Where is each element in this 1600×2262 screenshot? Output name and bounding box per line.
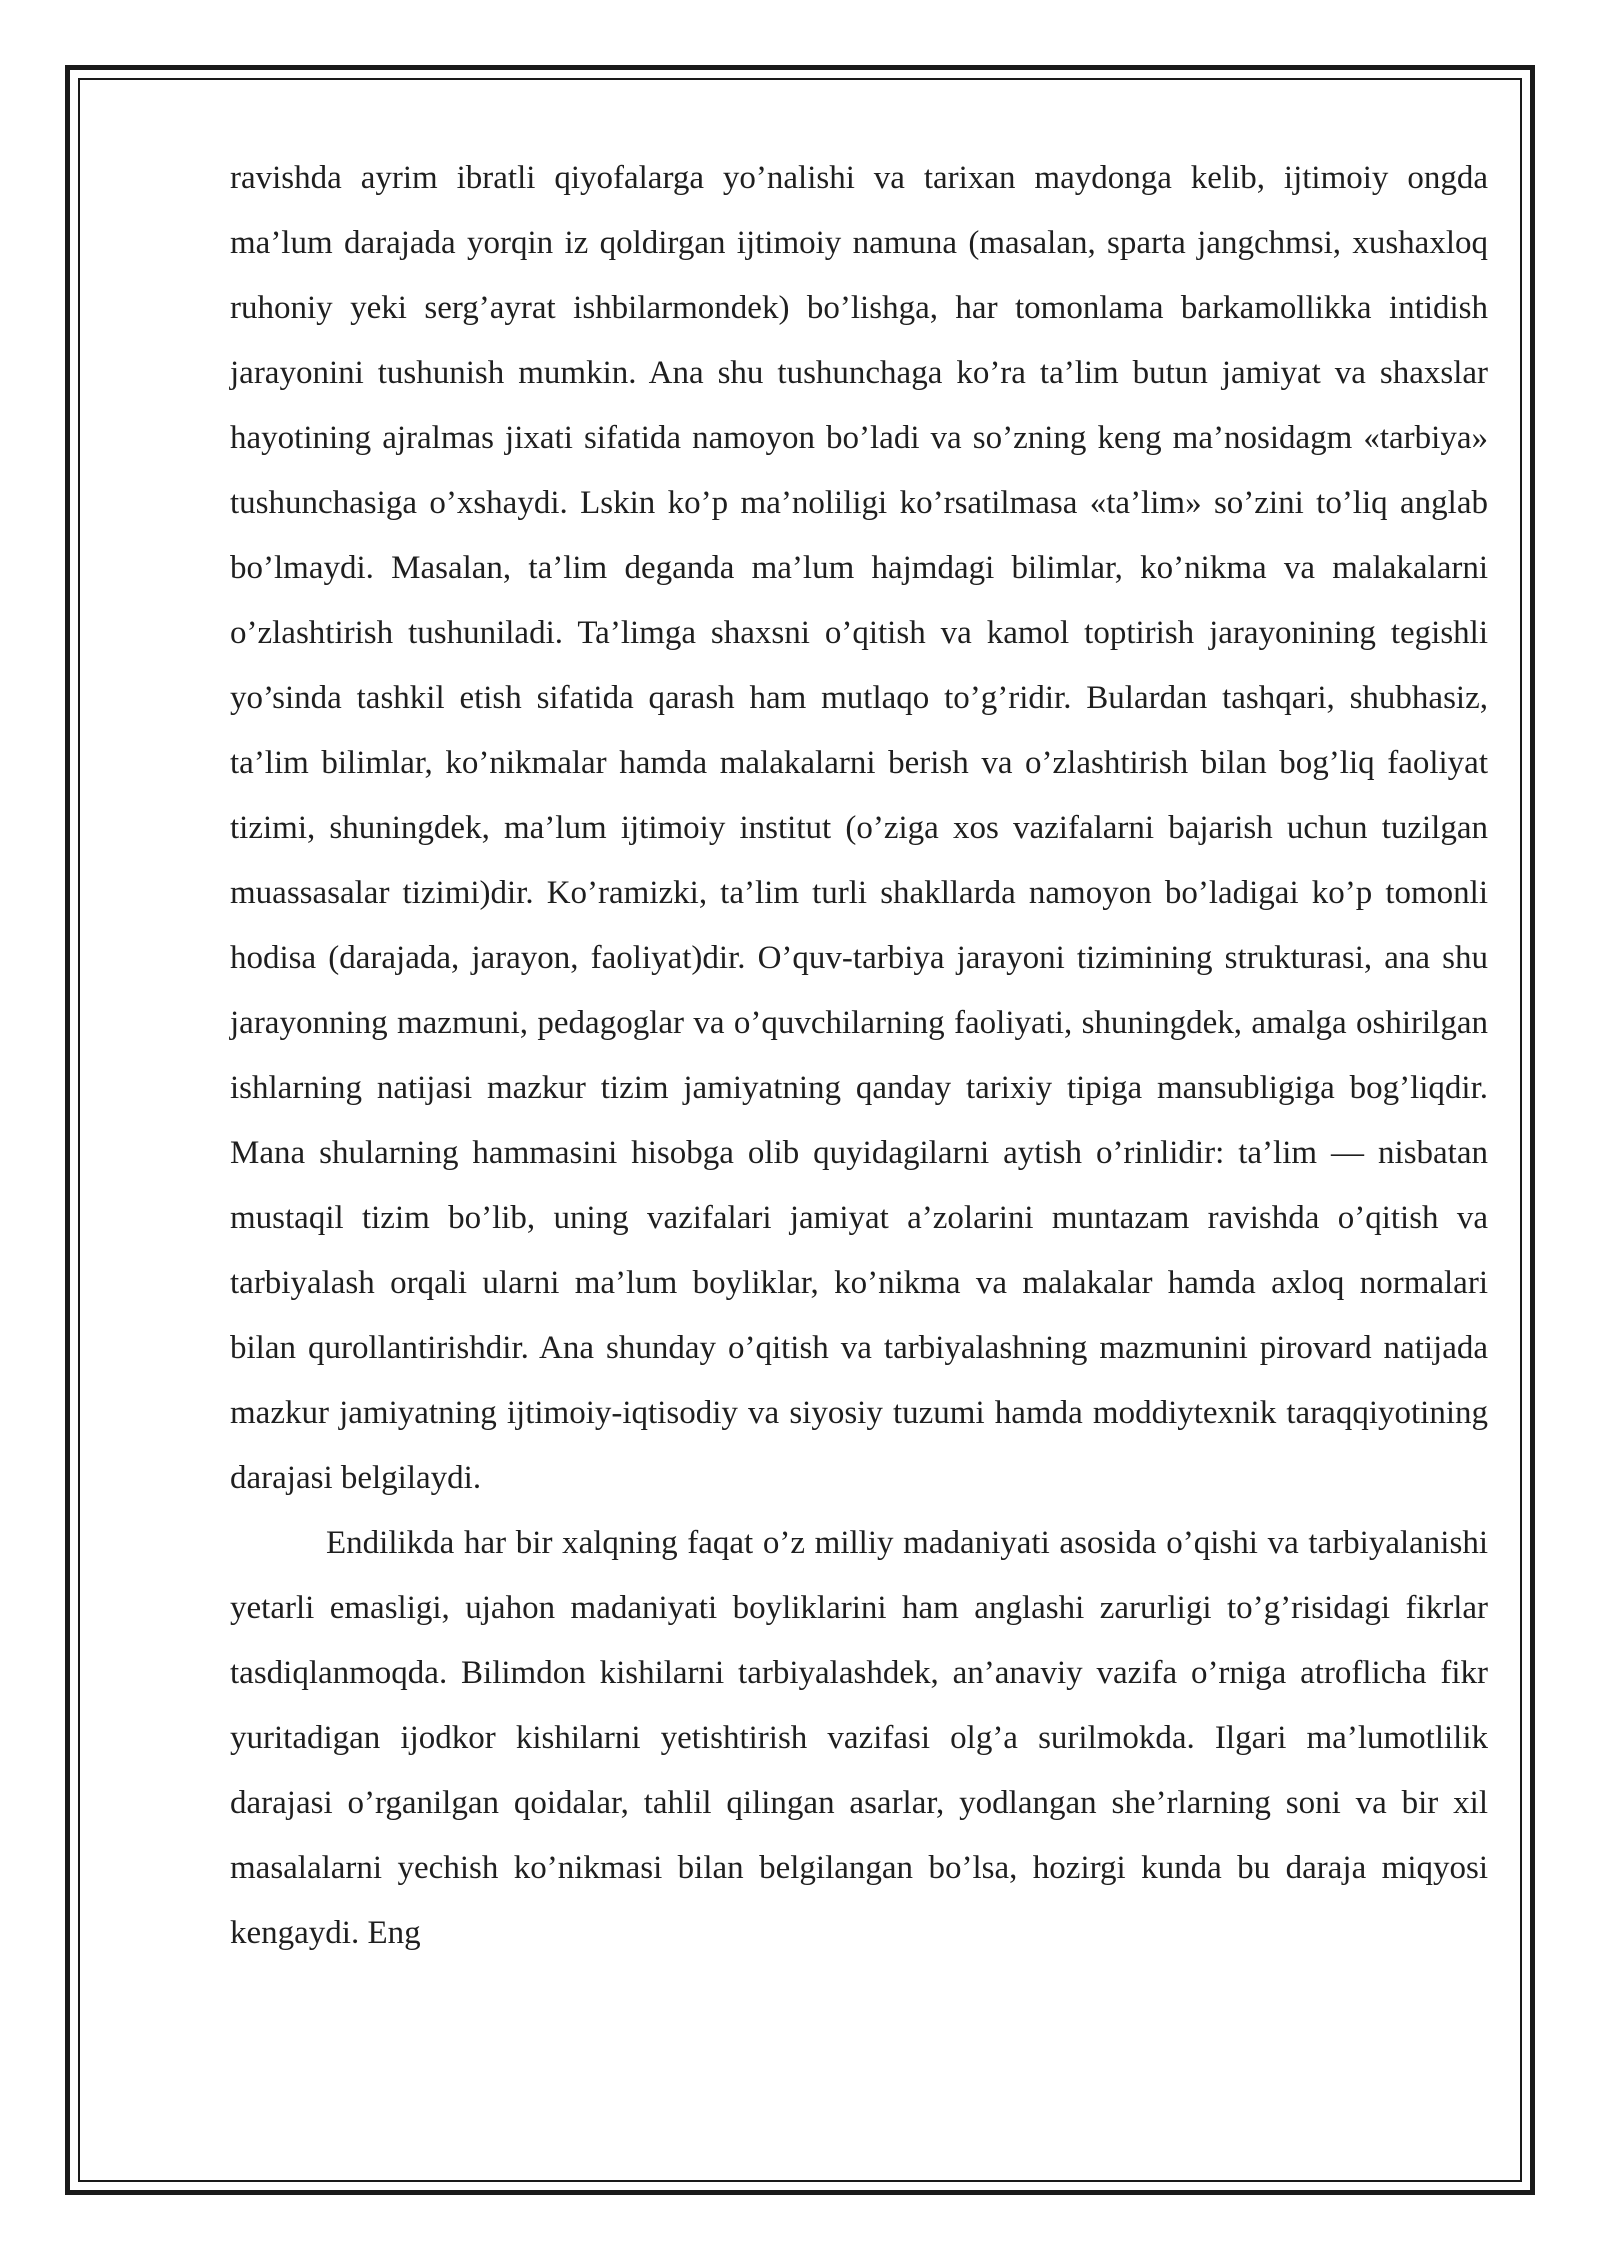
document-body bbox=[230, 146, 1488, 1966]
paragraph-2: Endilikda har bir xalqning faqat o’z milliy madaniyati asosida o’qishi va tarbiyalanishi yetarli emasligi, ujahon madaniyati boyliklarini ham anglashi zarurligi to’g’risidagi fikrlar tasdiqlanmoqda. Bilimdon kishilarni tarbiyalashdek, an’anaviy vazifa o’rniga atroflicha fikr yuritadigan ijodkor kishilarni yetishtirish vazifasi olg’a surilmokda. Ilgari ma’lumotlilik darajasi o’rganilgan qoidalar, tahlil qilingan asarlar, yodlangan she’rlarning soni va bir xil masalalarni yechish ko’nikmasi bilan belgilangan bo’lsa, hozirgi kunda bu daraja miqyosi kengaydi. Eng bbox=[230, 1525, 1488, 1951]
paragraph-1: ravishda ayrim ibratli qiyofalarga yo’nalishi va tarixan maydonga kelib, ijtimoiy ongda ma’lum darajada yorqin iz qoldirgan ijtimoiy namuna (masalan, sparta jangchmsi, xushaxloq ruhoniy yeki serg’ayrat ishbilarmondek) bo’lishga, har tomonlama barkamollikka intidish jarayonini tushunish mumkin. Ana shu tushunchaga ko’ra ta’lim butun jamiyat va shaxslar hayotining ajralmas jixati sifatida namoyon bo’ladi va so’zning keng ma’nosidagm «tarbiya» tushunchasiga o’xshaydi. Lskin ko’p ma’noliligi ko’rsatilmasa «ta’lim» so’zini to’liq anglab bo’lmaydi. Masalan, ta’lim deganda ma’lum hajmdagi bilimlar, ko’nikma va malakalarni o’zlashtirish tushuniladi. Ta’limga shaxsni o’qitish va kamol toptirish jarayonining tegishli yo’sinda tashkil etish sifatida qarash ham mutlaqo to’g’ridir. Bulardan tashqari, shubhasiz, ta’lim bilimlar, ko’nikmalar hamda malakalarni berish va o’zlashtirish bilan bog’liq faoliyat tizimi, shuningdek, ma’lum ijtimoiy institut (o’ziga xos vazifalarni bajarish uchun tuzilgan muassasalar tizimi)dir. Ko’ramizki, ta’lim turli shakllarda namoyon bo’ladigai ko’p tomonli hodisa (darajada, jarayon, faoliyat)dir. O’quv-tarbiya jarayoni tizimining strukturasi, ana shu jarayonning mazmuni, pedagoglar va o’quvchilarning faoliyati, shuningdek, amalga oshirilgan ishlarning natijasi mazkur tizim jamiyatning qanday tarixiy tipiga mansubligiga bog’liqdir. Mana shularning hammasini hisobga olib quyidagilarni aytish o’rinlidir: ta’lim — nisbatan mustaqil tizim bo’lib, uning vazifalari jamiyat a’zolarini muntazam ravishda o’qitish va tarbiyalash orqali ularni ma’lum boyliklar, ko’nikma va malakalar hamda axloq normalari bilan qurollantirishdir. Ana shunday o’qitish va tarbiyalashning mazmunini pirovard natijada mazkur jamiyatning ijtimoiy-iqtisodiy va siyosiy tuzumi hamda moddiytexnik taraqqiyotining darajasi belgilaydi. bbox=[230, 160, 1488, 1496]
